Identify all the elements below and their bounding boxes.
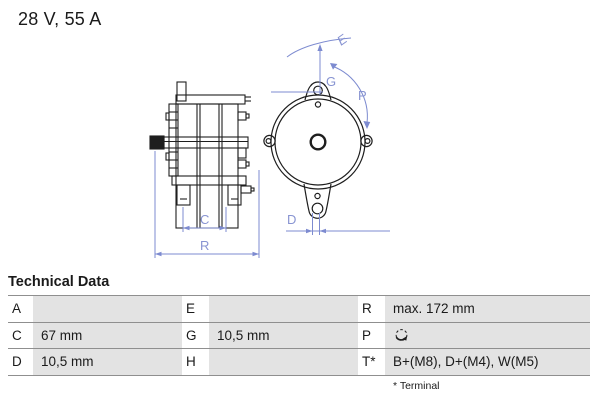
tech-key-T: T*	[358, 349, 385, 375]
terminal-footnote: * Terminal	[393, 379, 440, 392]
dimension-label-G: G	[326, 74, 337, 89]
tech-key-R: R	[358, 296, 385, 322]
side-view-outline	[150, 82, 254, 228]
tech-value-P	[385, 323, 590, 349]
dimension-label-D: D	[287, 212, 297, 227]
tech-key-P: P	[358, 323, 385, 349]
tech-key-A: A	[8, 296, 33, 322]
dimension-label-C: C	[200, 212, 210, 227]
tech-key-G: G	[182, 323, 209, 349]
rotation-direction-icon	[393, 327, 410, 344]
shaft-hole	[311, 135, 326, 150]
table-row	[8, 296, 590, 323]
tech-value-A	[33, 296, 182, 322]
technical-data-section	[8, 274, 590, 392]
tech-value-R: max. 172 mm	[385, 296, 590, 322]
front-view-dimension-lines	[271, 38, 390, 235]
dimension-label-R: R	[200, 238, 210, 253]
tech-key-C: C	[8, 323, 33, 349]
table-row	[8, 349, 590, 376]
tech-value-G: 10,5 mm	[209, 323, 358, 349]
dimension-label-P: P	[358, 88, 367, 103]
tech-value-T: B+(M8), D+(M4), W(M5)	[385, 349, 590, 375]
side-view-connector-block	[150, 136, 164, 149]
tech-key-D: D	[8, 349, 33, 375]
technical-data-table	[8, 295, 590, 376]
tech-value-E	[209, 296, 358, 322]
table-row	[8, 323, 590, 350]
front-view-outline	[264, 82, 372, 218]
dimension-label-E: E	[334, 31, 350, 49]
page-title: 28 V, 55 A	[18, 9, 102, 29]
section-heading: Technical Data	[8, 274, 110, 290]
tech-value-C: 67 mm	[33, 323, 182, 349]
tech-key-H: H	[182, 349, 209, 375]
tech-key-E: E	[182, 296, 209, 322]
tech-value-D: 10,5 mm	[33, 349, 182, 375]
tech-value-H	[209, 349, 358, 375]
